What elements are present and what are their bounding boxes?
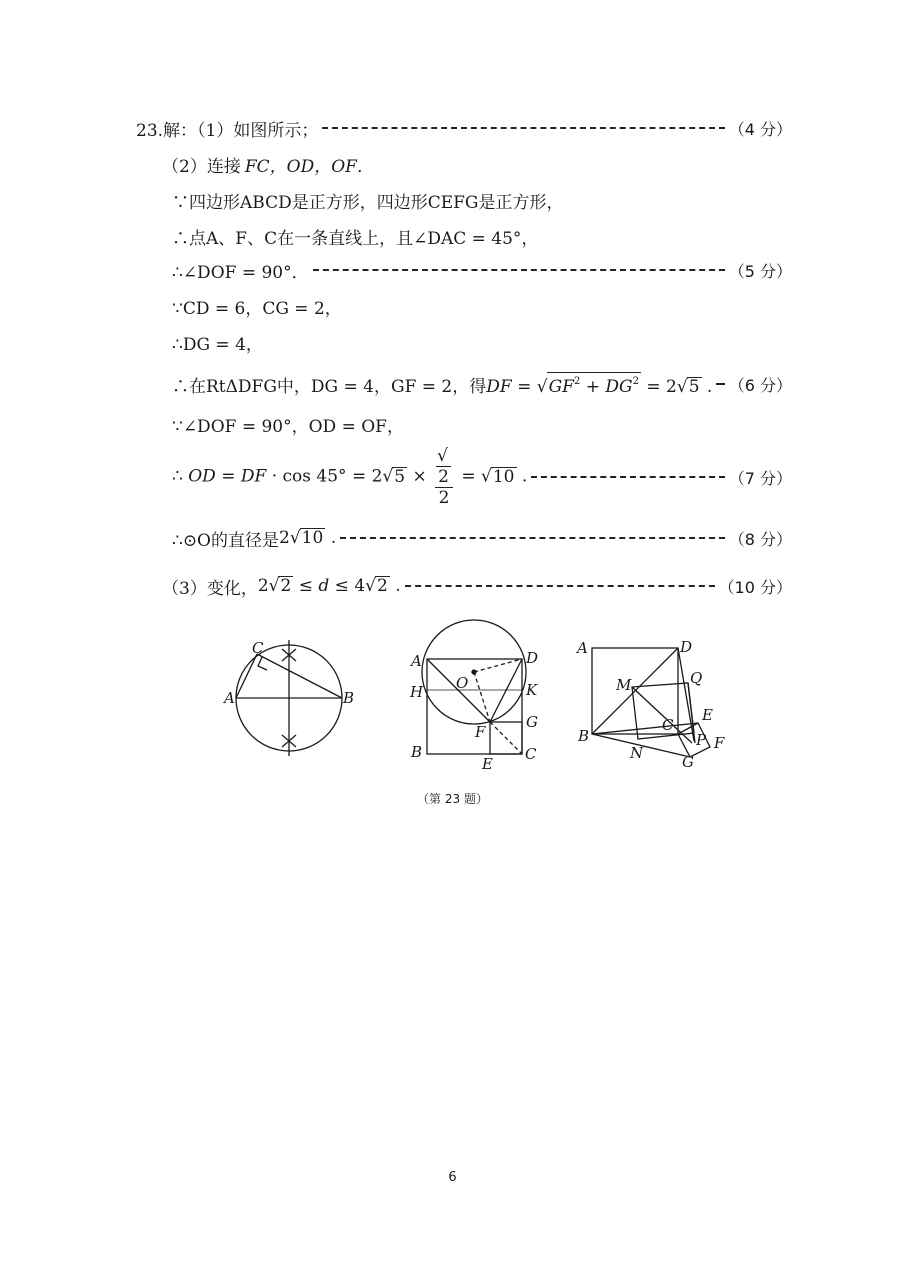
fig1-label-c: C: [252, 639, 264, 657]
solution-line-10: [172, 446, 792, 508]
score-10: （10 分）: [718, 577, 792, 597]
solution-line-3: [172, 185, 564, 215]
solution-line-4: [172, 221, 538, 251]
part2-intro: （2）连接: [162, 156, 241, 177]
dash-leader: [405, 585, 715, 587]
part2-items: FC，OD，OF．: [244, 156, 374, 177]
dash-leader: [716, 383, 724, 385]
solution-line-12: [162, 571, 792, 601]
dash-leader: [313, 269, 725, 271]
fig3-label-e: E: [702, 706, 713, 724]
fig2-label-d: D: [526, 649, 539, 667]
formula-od: ∴ OD = DF · cos 45° = 2√5 × √ 2 2 = √10 .: [172, 446, 528, 508]
fig3-label-a: A: [577, 639, 588, 657]
formula-diameter: 2√10 .: [279, 528, 337, 548]
fig2-label-g: G: [526, 713, 538, 731]
statement-angle-dof: ∴∠DOF = 90°．: [172, 262, 309, 283]
formula-range: 2√2 ≤ d ≤ 4√2 .: [257, 576, 401, 596]
score-4: （4 分）: [728, 119, 792, 139]
solution-line-8: [172, 369, 792, 399]
part3-intro: （3）变化，: [162, 578, 258, 599]
fig3-label-b: B: [578, 727, 590, 745]
figure-1-circle-triangle: [222, 639, 354, 756]
fig3-label-c: C: [662, 716, 674, 734]
statement-diameter: ∴⊙O的直径是: [172, 530, 279, 551]
fig2-label-e: E: [482, 755, 493, 773]
dash-leader: [322, 127, 724, 129]
formula-df: DF = $√GF^2 + DG^2 = 2√5$ .: [486, 372, 712, 397]
score-7: （7 分）: [728, 468, 792, 488]
fig1-label-a: A: [224, 689, 235, 707]
statement-collinear: ∴点A、F、C在一条直线上，且∠DAC = 45°，: [172, 228, 539, 249]
solution-line-5: [172, 255, 792, 285]
figure-2-squares-circle: [409, 620, 538, 773]
solution-line-1: [136, 113, 792, 143]
solution-header: 23.解：（1）如图所示；: [136, 120, 319, 141]
fig2-label-a: A: [411, 652, 422, 670]
score-5: （5 分）: [728, 261, 792, 281]
solution-line-7: [172, 327, 263, 357]
fig3-label-m: M: [616, 676, 632, 694]
statement-rt-triangle: ∴在RtΔDFG中，DG = 4，GF = 2，得: [172, 376, 487, 397]
fig3-label-g: G: [682, 753, 694, 771]
solution-line-2: [162, 149, 374, 179]
figure-area: [0, 615, 905, 795]
score-6: （6 分）: [728, 375, 792, 395]
fig2-label-c: C: [525, 745, 537, 763]
fig3-label-f: F: [714, 734, 725, 752]
fig2-label-b: B: [411, 743, 423, 761]
page-number: 6: [448, 1170, 457, 1185]
fig3-label-p: P: [696, 731, 707, 749]
solution-line-9: [172, 409, 404, 439]
fig3-label-n: N: [630, 744, 644, 762]
figure-caption: （第 23 题）: [417, 792, 488, 806]
figure-3-rotated-squares: [575, 638, 725, 771]
fig3-label-q: Q: [690, 669, 703, 687]
fig2-label-f: F: [475, 723, 486, 741]
fig2-label-k: K: [526, 681, 538, 699]
statement-given: ∵CD = 6，CG = 2，: [172, 298, 342, 319]
dash-leader: [531, 476, 724, 478]
statement-od-of: ∵∠DOF = 90°，OD = OF，: [172, 416, 404, 437]
statement-dg: ∴DG = 4，: [172, 334, 263, 355]
dash-leader: [340, 537, 725, 539]
fig2-label-h: H: [410, 683, 424, 701]
score-8: （8 分）: [728, 529, 792, 549]
solution-line-6: [172, 291, 342, 321]
statement-squares: ∵四边形ABCD是正方形，四边形CEFG是正方形，: [172, 192, 564, 213]
fig1-label-b: B: [343, 689, 355, 707]
fig3-label-d: D: [680, 638, 693, 656]
fig2-label-o: O: [456, 674, 469, 692]
solution-line-11: [172, 523, 792, 553]
